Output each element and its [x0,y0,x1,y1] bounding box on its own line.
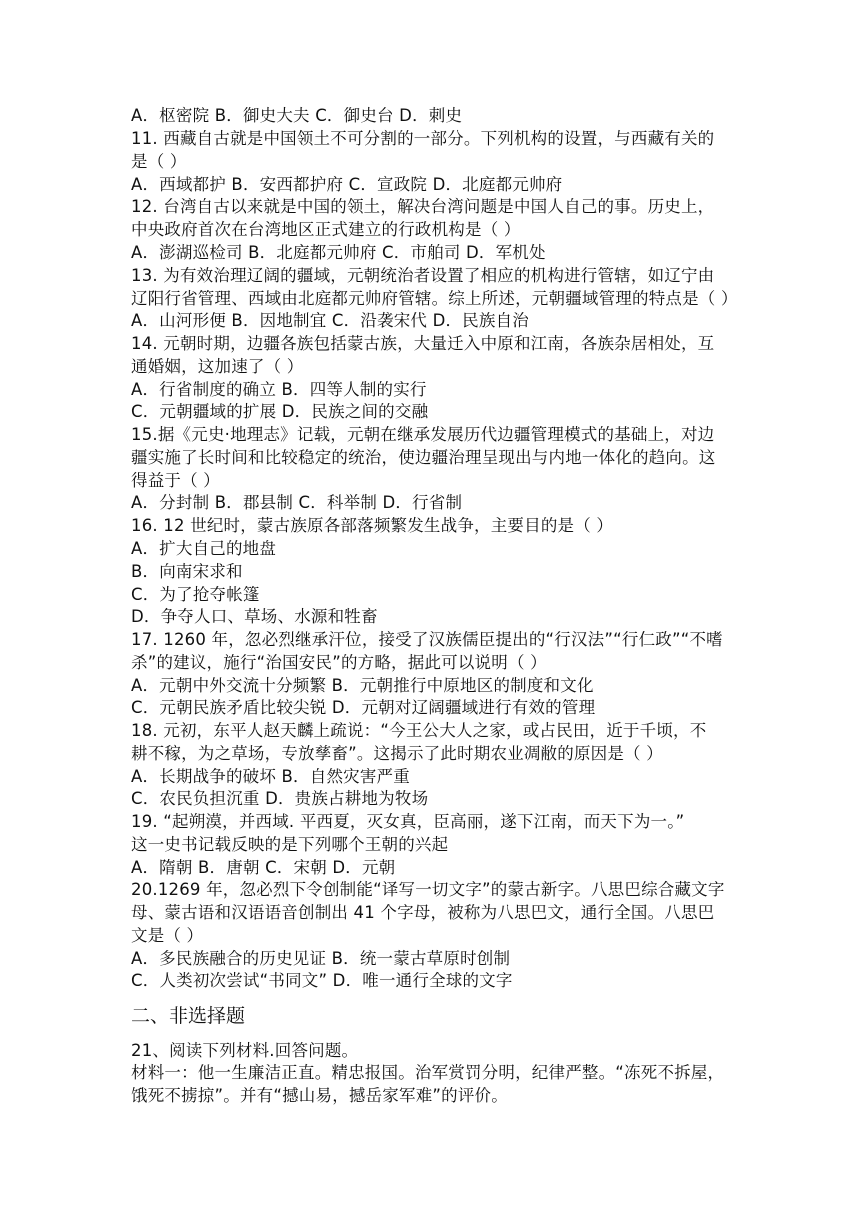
section-heading: 二、非选择题 [131,1005,246,1027]
text-line: 20.1269 年，忽必烈下令创制能“译写一切文字”的蒙古新字。八思巴综合藏文字 [131,880,725,899]
text-line: 17. 1260 年，忽必烈继承汗位，接受了汉族儒臣提出的“行汉法”“行仁政”“不嗜 [131,630,723,649]
text-line: 这一史书记载反映的是下列哪个王朝的兴起 [131,835,449,854]
text-line: 16. 12 世纪时，蒙古族原各部落频繁发生战争，主要目的是（ ） [131,516,614,535]
text-line: 18. 元初，东平人赵天麟上疏说：“今王公大人之家，或占民田，近于千顷，不 [131,721,707,740]
text-line: A．山河形便 B．因地制宜 C．沿袭宋代 D．民族自治 [131,311,529,330]
text-line: D．争夺人口、草场、水源和牲畜 [131,607,378,626]
text-line: A．西域都护 B．安西都护府 C．宣政院 D．北庭都元帅府 [131,175,563,194]
text-line: 饿死不掳掠”。并有“撼山易，撼岳家军难”的评价。 [131,1086,508,1105]
text-line: A．长期战争的破坏 B．自然灾害严重 [131,767,410,786]
text-line: A．多民族融合的历史见证 B．统一蒙古草原时创制 [131,949,511,968]
text-line: C．元朝疆域的扩展 D．民族之间的交融 [131,402,429,421]
text-line: 母、蒙古语和汉语语音创制出 41 个字母，被称为八思巴文，通行全国。八思巴 [131,903,715,922]
text-line: 11. 西藏自古就是中国领土不可分割的一部分。下列机构的设置，与西藏有关的 [131,129,715,148]
text-line: 杀”的建议，施行“治国安民”的方略，据此可以说明（ ） [131,653,547,672]
text-line: 19. “起朔漠，并西域. 平西夏，灭女真，臣高丽，遂下江南，而天下为一。” [131,812,685,831]
text-line: 15.据《元史·地理志》记载，元朝在继承发展历代边疆管理模式的基础上，对边 [131,425,715,444]
text-line: 耕不稼，为之草场，专放孳畜”。这揭示了此时期农业凋敝的原因是（ ） [131,744,663,763]
text-line: A．隋朝 B．唐朝 C．宋朝 D．元朝 [131,858,396,877]
text-line: C．人类初次尝试“书同文” D．唯一通行全球的文字 [131,971,513,990]
text-line: 12. 台湾自古以来就是中国的领土，解决台湾问题是中国人自己的事。历史上， [131,197,715,216]
text-line: B．向南宋求和 [131,562,243,581]
text-line: 中央政府首次在台湾地区正式建立的行政机构是（ ） [131,220,521,239]
text-line: 通婚姻，这加速了（ ） [131,357,304,376]
text-line: 辽阳行省管理、西域由北庭都元帅府管辖。综上所述，元朝疆域管理的特点是（ ） [131,289,738,308]
text-line: 疆实施了长时间和比较稳定的统治，使边疆治理呈现出与内地一体化的趋向。这 [131,448,716,467]
text-line: 13. 为有效治理辽阔的疆域，元朝统治者设置了相应的机构进行管辖，如辽宁由 [131,266,715,285]
text-line: A．扩大自己的地盘 [131,539,277,558]
text-line: A．枢密院 B．御史大夫 C．御史台 D．刺史 [131,106,463,125]
text-line: 材料一：他一生廉洁正直。精忠报国。治军赏罚分明，纪律严整。“冻死不拆屋， [131,1063,725,1082]
text-line: 21、阅读下列材料.回答问题。 [131,1041,359,1060]
text-line: A．行省制度的确立 B．四等人制的实行 [131,380,427,399]
text-line: 文是（ ） [131,926,204,945]
text-line: A．分封制 B．郡县制 C．科举制 D．行省制 [131,493,463,512]
text-line: A．澎湖巡检司 B．北庭都元帅府 C．市舶司 D．军机处 [131,243,546,262]
text-line: 14. 元朝时期，边疆各族包括蒙古族，大量迁入中原和江南，各族杂居相处，互 [131,334,715,353]
text-line: C．农民负担沉重 D．贵族占耕地为牧场 [131,789,429,808]
text-line: 得益于（ ） [131,471,220,490]
text-line: C．为了抢夺帐篷 [131,585,260,604]
text-line: 是（ ） [131,152,187,171]
text-line: C．元朝民族矛盾比较尖锐 D．元朝对辽阔疆域进行有效的管理 [131,698,596,717]
text-line: A．元朝中外交流十分频繁 B．元朝推行中原地区的制度和文化 [131,676,594,695]
